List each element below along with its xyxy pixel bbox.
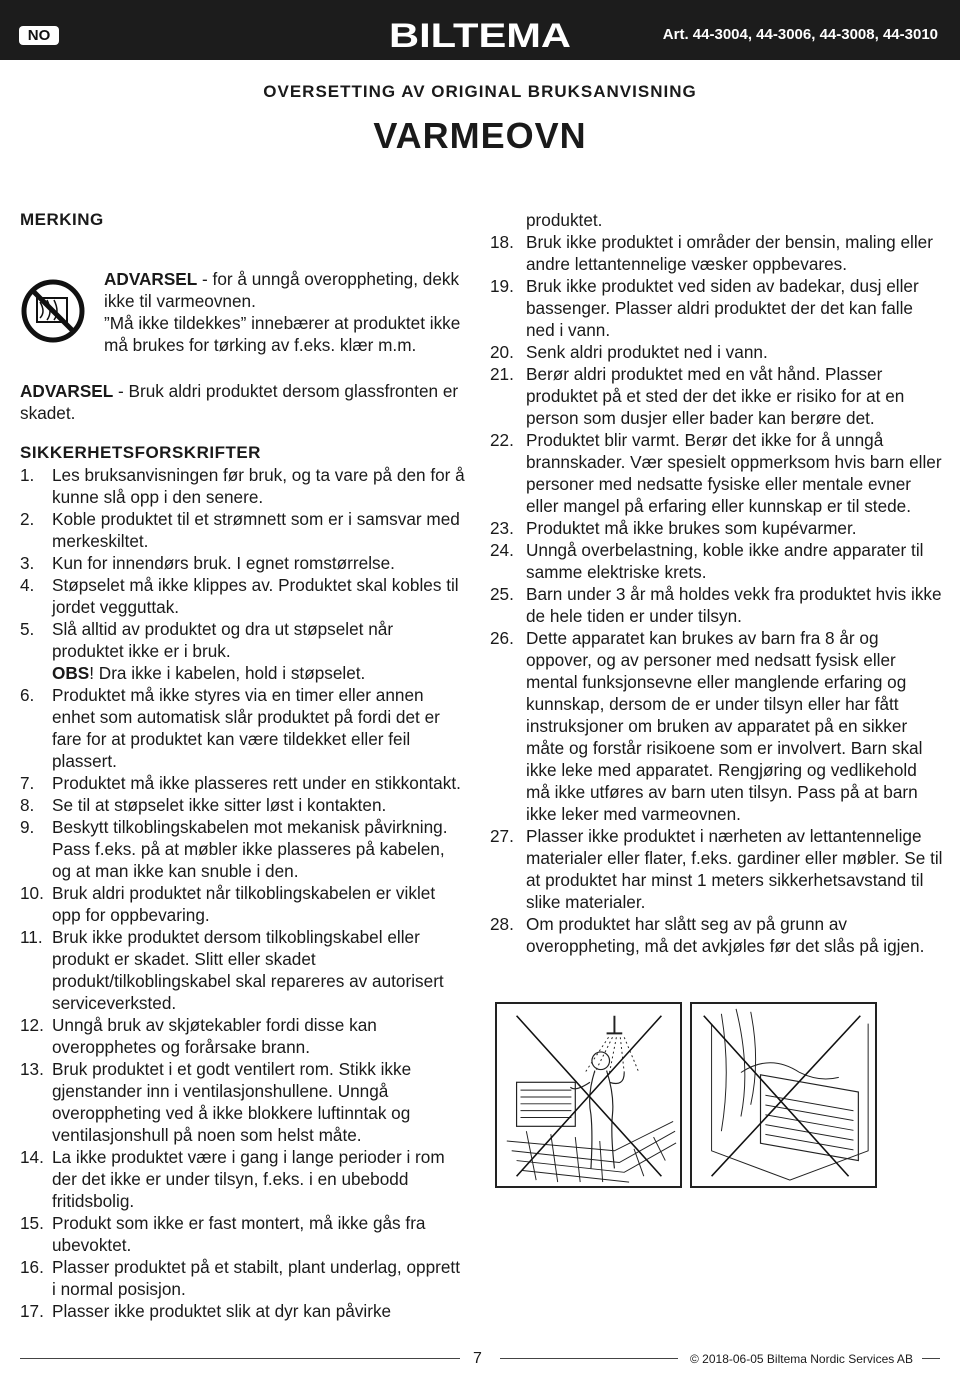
item-number: 27. bbox=[490, 826, 514, 846]
safety-item bbox=[20, 1256, 468, 1300]
item-text: Senk aldri produktet ned i vann. bbox=[526, 342, 768, 362]
item-text: Slå alltid av produktet og dra ut støpselet når produktet ikke er i bruk. bbox=[52, 619, 394, 661]
item-text: Bruk ikke produktet dersom tilkoblingskabel eller produkt er skadet. Slitt eller skadet produkt/tilkoblingskabel skal repareres av autorisert serviceverksted. bbox=[52, 927, 444, 1013]
item-text: Se til at støpselet ikke sitter løst i kontakten. bbox=[52, 795, 387, 815]
safety-item bbox=[20, 618, 468, 662]
safety-list-right bbox=[490, 231, 945, 957]
right-column bbox=[490, 209, 945, 957]
safety-item bbox=[20, 552, 468, 574]
illustrations bbox=[495, 1002, 885, 1188]
item-number: 13. bbox=[20, 1059, 44, 1079]
item-number: 21. bbox=[490, 364, 514, 384]
safety-item bbox=[20, 1014, 468, 1058]
item-number: 23. bbox=[490, 518, 514, 538]
item-text: Bruk ikke produktet i områder der bensin, maling eller andre lettantennelige væsker oppbevares. bbox=[526, 232, 933, 274]
item-number: 8. bbox=[20, 795, 35, 815]
item-text: Barn under 3 år må holdes vekk fra produktet hvis ikke de hele tiden er under tilsyn. bbox=[526, 584, 942, 626]
safety-item bbox=[490, 627, 945, 825]
item-text: Dette apparatet kan brukes av barn fra 8 år og oppover, og av personer med nedsatt fysisk eller mental funksjonsevne eller manglende erfaring og kunnskap, dersom de er under tilsyn eller har fått instruksjoner om bruken av apparatet på en sikker måte og forstår risikoene som er involvert. Barn skal ikke leke med apparatet. Rengjøring og vedlikehold må ikke utføres av barn uten tilsyn. Pass på at barn ikke leker med varmeovnen. bbox=[526, 628, 923, 824]
warning2-text: - Bruk aldri produktet dersom glassfronten er skadet. bbox=[20, 381, 459, 423]
safety-list-left bbox=[20, 464, 468, 662]
obs-note bbox=[20, 662, 468, 684]
item-text: Produktet må ikke brukes som kupévarmer. bbox=[526, 518, 857, 538]
no-shower-illustration bbox=[495, 1002, 682, 1188]
warning1-label: ADVARSEL bbox=[104, 269, 198, 289]
item-number: 4. bbox=[20, 575, 35, 595]
safety-item bbox=[490, 913, 945, 957]
copyright: © 2018-06-05 Biltema Nordic Services AB bbox=[690, 1352, 913, 1366]
item-text: Berør aldri produktet med en våt hånd. Plasser produktet på et sted der det ikke er risiko for at en person som dusjer eller bader kan berøre det. bbox=[526, 364, 905, 428]
item-number: 9. bbox=[20, 817, 35, 837]
warning2-paragraph bbox=[20, 380, 468, 424]
header-bar bbox=[0, 0, 960, 60]
warning-block bbox=[20, 268, 468, 378]
safety-item bbox=[490, 231, 945, 275]
safety-item bbox=[20, 1300, 468, 1322]
item-number: 19. bbox=[490, 276, 514, 296]
item-number: 17. bbox=[20, 1301, 44, 1321]
item-text: Unngå overbelastning, koble ikke andre apparater til samme elektriske krets. bbox=[526, 540, 924, 582]
item-number: 6. bbox=[20, 685, 35, 705]
item-number: 2. bbox=[20, 509, 35, 529]
item-number: 28. bbox=[490, 914, 514, 934]
warning1-text: - for å unngå overoppheting, dekk ikke til varmeovnen. bbox=[104, 269, 460, 311]
safety-item bbox=[20, 816, 468, 882]
safety-item bbox=[20, 1146, 468, 1212]
safety-item bbox=[490, 363, 945, 429]
safety-item bbox=[20, 1058, 468, 1146]
document-subtitle: OVERSETTING AV ORIGINAL BRUKSANVISNING bbox=[263, 82, 697, 101]
item-text: Les bruksanvisningen før bruk, og ta vare på den for å kunne slå opp i den senere. bbox=[52, 465, 465, 507]
item-number: 15. bbox=[20, 1213, 44, 1233]
document-title: VARMEOVN bbox=[373, 115, 587, 156]
warning2-label: ADVARSEL bbox=[20, 381, 114, 401]
obs-label: OBS bbox=[52, 663, 90, 683]
item-number: 16. bbox=[20, 1257, 44, 1277]
item-text: Produktet må ikke styres via en timer eller annen enhet som automatisk slår produktet på fordi det er fare for at produktet kan være tildekket eller feil plassert. bbox=[52, 685, 440, 771]
item-text: Plasser ikke produktet slik at dyr kan påvirke bbox=[52, 1301, 392, 1321]
marking-heading: MERKING bbox=[20, 210, 104, 229]
item-text: Plasser produktet på et stabilt, plant underlag, opprett i normal posisjon. bbox=[52, 1257, 460, 1299]
safety-item bbox=[490, 517, 945, 539]
item-number: 20. bbox=[490, 342, 514, 362]
safety-list-left-2 bbox=[20, 684, 468, 1322]
safety-item bbox=[20, 794, 468, 816]
item-text: Produkt som ikke er fast montert, må ikke gås fra ubevoktet. bbox=[52, 1213, 426, 1255]
item-text: La ikke produktet være i gang i lange perioder i rom der det ikke er under tilsyn, f.eks. i en ubebodd fritidsbolig. bbox=[52, 1147, 445, 1211]
safety-item bbox=[490, 341, 945, 363]
item-text: Produktet blir varmt. Berør det ikke for å unngå brannskader. Vær spesielt oppmerksom hvis barn eller personer med nedsatte fysiske eller mentale evner eller mangel på erfaring eller kunnskap er til stede. bbox=[526, 430, 942, 516]
safety-heading: SIKKERHETSFORSKRIFTER bbox=[20, 443, 261, 462]
do-not-cover-icon bbox=[20, 278, 86, 344]
obs-text: ! Dra ikke i kabelen, hold i støpselet. bbox=[89, 663, 366, 683]
item-number: 1. bbox=[20, 465, 35, 485]
article-numbers: Art. 44-3004, 44-3006, 44-3008, 44-3010 bbox=[662, 26, 938, 43]
item-number: 14. bbox=[20, 1147, 44, 1167]
svg-text:BILTEMA: BILTEMA bbox=[389, 18, 571, 52]
item-text: Kun for innendørs bruk. I egnet romstørrelse. bbox=[52, 553, 395, 573]
item-number: 10. bbox=[20, 883, 44, 903]
safety-item bbox=[20, 926, 468, 1014]
footer-rule-right bbox=[922, 1358, 940, 1359]
safety-item bbox=[490, 825, 945, 913]
no-curtain-illustration bbox=[690, 1002, 877, 1188]
left-column bbox=[20, 209, 468, 1322]
item-number: 22. bbox=[490, 430, 514, 450]
item-text: Beskytt tilkoblingskabelen mot mekanisk påvirkning. Pass f.eks. på at møbler ikke plasseres på kabelen, og at man ikke kan snuble i den. bbox=[52, 817, 448, 881]
biltema-logo bbox=[388, 18, 572, 52]
item-text: Bruk produktet i et godt ventilert rom. Stikk ikke gjenstander inn i ventilasjonshullene. Unngå overoppheting ved å ikke blokkere luftinntak og ventilasjonshull på noen som helst måte. bbox=[52, 1059, 412, 1145]
warning1-extra: ”Må ikke tildekkes” innebærer at produktet ikke må brukes for tørking av f.eks. klær m.m. bbox=[104, 313, 461, 355]
item-text: Produktet må ikke plasseres rett under en stikkontakt. bbox=[52, 773, 461, 793]
item-text: Plasser ikke produktet i nærheten av lettantennelige materialer eller flater, f.eks. gardiner eller møbler. Se til at produktet har minst 1 meters sikkerhetsavstand til slike materialer. bbox=[526, 826, 943, 912]
item-number: 5. bbox=[20, 619, 35, 639]
item-text: Bruk aldri produktet når tilkoblingskabelen er viklet opp for oppbevaring. bbox=[52, 883, 436, 925]
safety-item bbox=[20, 574, 468, 618]
item-number: 26. bbox=[490, 628, 514, 648]
item-number: 24. bbox=[490, 540, 514, 560]
item-number: 12. bbox=[20, 1015, 44, 1035]
item-number: 18. bbox=[490, 232, 514, 252]
safety-item bbox=[490, 539, 945, 583]
page-number: 7 bbox=[473, 1350, 482, 1367]
item-text: Unngå bruk av skjøtekabler fordi disse kan overopphetes og forårsake brann. bbox=[52, 1015, 377, 1057]
footer-rule-middle bbox=[500, 1358, 678, 1359]
page-footer bbox=[0, 1350, 960, 1370]
item-number: 7. bbox=[20, 773, 35, 793]
warning1-paragraph bbox=[104, 268, 468, 312]
safety-item bbox=[490, 429, 945, 517]
item-number: 25. bbox=[490, 584, 514, 604]
item-text: Bruk ikke produktet ved siden av badekar, dusj eller bassenger. Plasser aldri produktet der det kan falle ned i vann. bbox=[526, 276, 919, 340]
list-continuation: produktet. bbox=[526, 210, 603, 230]
safety-item bbox=[490, 583, 945, 627]
safety-item bbox=[490, 275, 945, 341]
safety-item bbox=[20, 1212, 468, 1256]
item-number: 11. bbox=[20, 927, 43, 947]
safety-item bbox=[20, 508, 468, 552]
item-text: Støpselet må ikke klippes av. Produktet skal kobles til jordet vegguttak. bbox=[52, 575, 459, 617]
item-text: Om produktet har slått seg av på grunn av overoppheting, må det avkjøles før det slås på igjen. bbox=[526, 914, 925, 956]
safety-item bbox=[20, 772, 468, 794]
safety-item bbox=[20, 882, 468, 926]
item-text: Koble produktet til et strømnett som er i samsvar med merkeskiltet. bbox=[52, 509, 460, 551]
footer-rule-left bbox=[20, 1358, 460, 1359]
safety-item bbox=[20, 464, 468, 508]
item-number: 3. bbox=[20, 553, 35, 573]
safety-item bbox=[20, 684, 468, 772]
language-badge: NO bbox=[19, 26, 59, 45]
